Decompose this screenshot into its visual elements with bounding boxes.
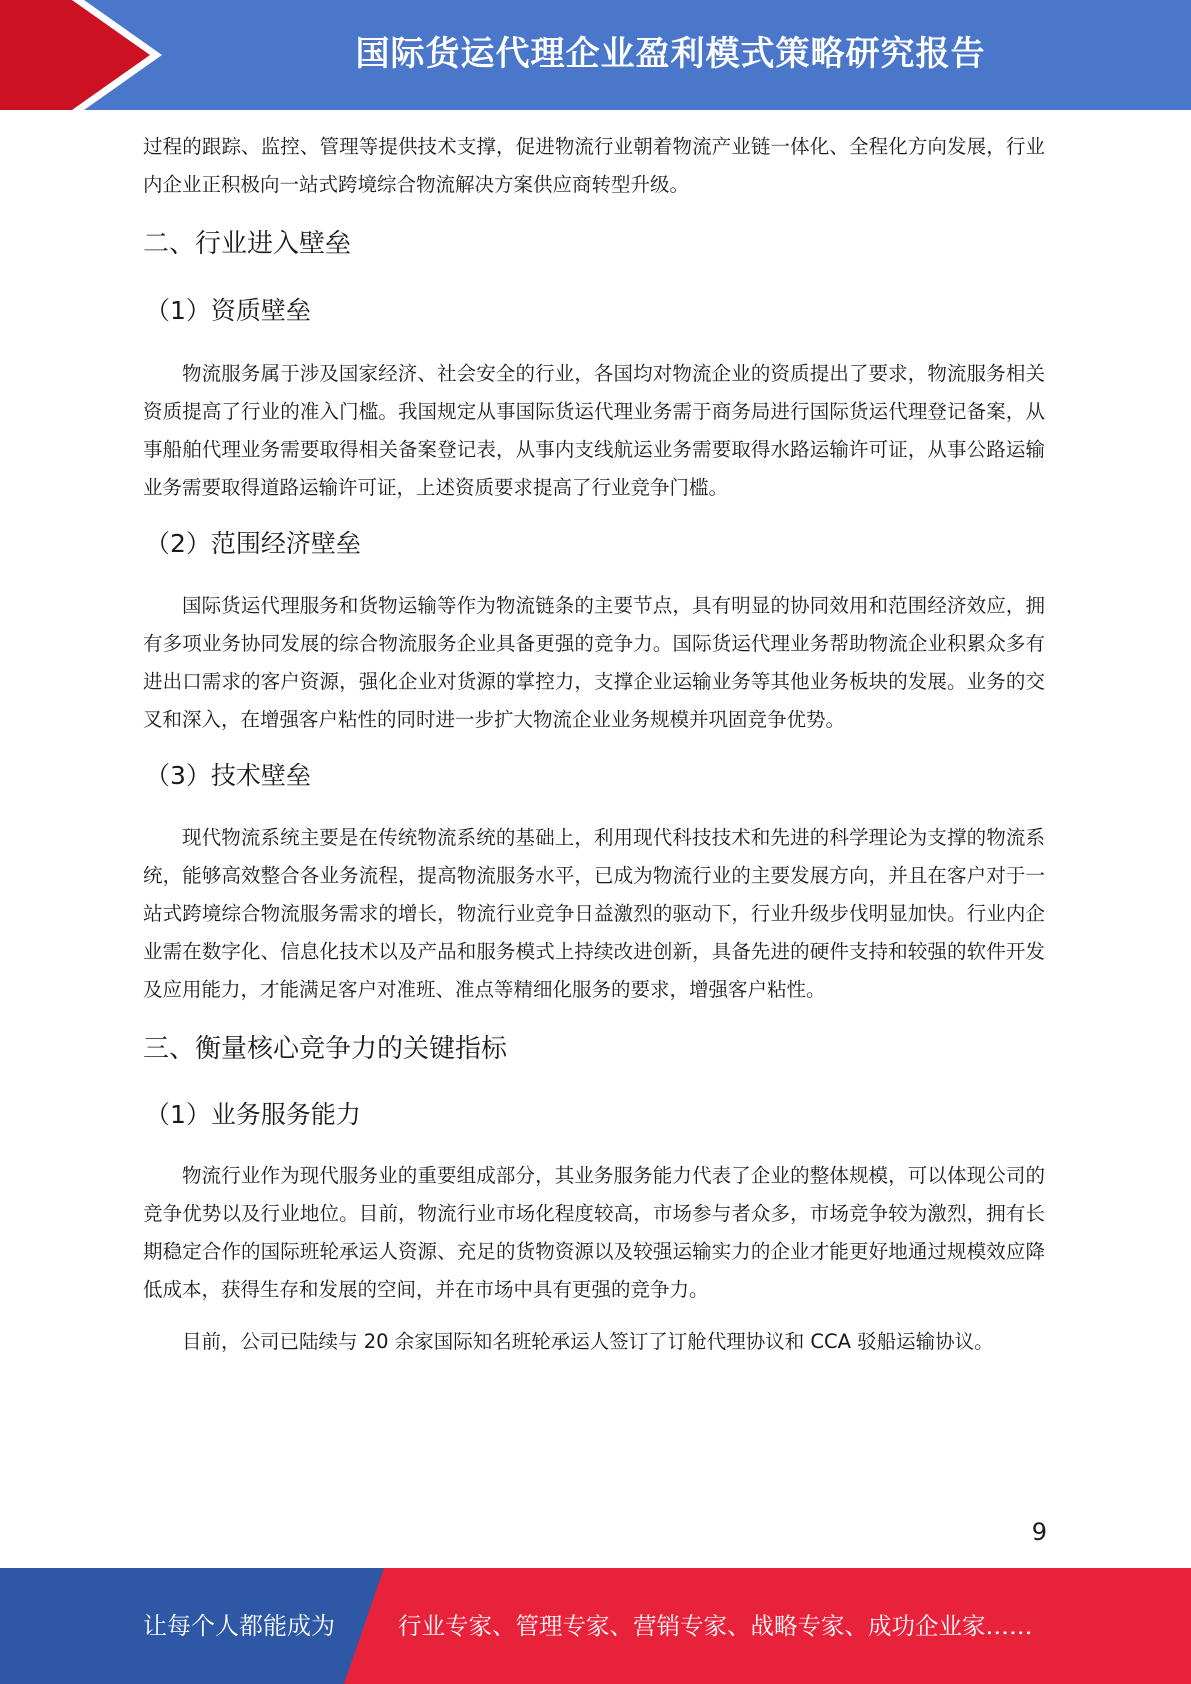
page-number: 9 — [1031, 1518, 1047, 1546]
subsection-heading-technology-barrier: （3）技术壁垒 — [145, 761, 311, 790]
paragraph-qualification-barrier: 物流服务属于涉及国家经济、社会安全的行业，各国均对物流企业的资质提出了要求，物流服务相关资质提高了行业的准入门槛。我国规定从事国际货运代理业务需于商务局进行国际货运代理登记备案，从事船舶代理业务需要取得相关备案登记表，从事内支线航运业务需要取得水路运输许可证，从事公路运输业务需要取得道路运输许可证，上述资质要求提高了行业竞争门槛。 — [143, 362, 1045, 499]
section-heading-entry-barriers: 二、行业进入壁垒 — [143, 229, 352, 259]
paragraph-scope-economy-barrier: 国际货运代理服务和货物运输等作为物流链条的主要节点，具有明显的协同效用和范围经济效应，拥有多项业务协同发展的综合物流服务企业具备更强的竞争力。国际货运代理业务帮助物流企业积累众多有进出口需求的客户资源，强化企业对货源的掌控力，支撑企业运输业务等其他业务板块的发展。业务的交叉和深入，在增强客户粘性的同时进一步扩大物流企业业务规模并巩固竞争优势。 — [143, 594, 1045, 731]
header-red-chevron — [0, 0, 150, 110]
subsection-heading-scope-economy-barrier: （2）范围经济壁垒 — [145, 529, 361, 558]
subsection-heading-qualification-barrier: （1）资质壁垒 — [145, 296, 311, 325]
page-content — [143, 128, 1045, 1361]
section-heading-key-metrics: 三、衡量核心竞争力的关键指标 — [143, 1034, 508, 1064]
page-header — [0, 0, 1191, 110]
paragraph-technology-barrier: 现代物流系统主要是在传统物流系统的基础上，利用现代科技技术和先进的科学理论为支撑的物流系统，能够高效整合各业务流程，提高物流服务水平，已成为物流行业的主要发展方向，并且在客户对于一站式跨境综合物流服务需求的增长，物流行业竞争日益激烈的驱动下，行业升级步伐明显加快。行业内企业需在数字化、信息化技术以及产品和服务模式上持续改进创新，具备先进的硬件支持和较强的软件开发及应用能力，才能满足客户对准班、准点等精细化服务的要求，增强客户粘性。 — [143, 826, 1045, 1001]
subsection-heading-service-capability: （1）业务服务能力 — [145, 1100, 361, 1129]
footer-slogan-left: 让每个人都能成为 — [143, 1612, 335, 1640]
continuation-paragraph: 过程的跟踪、监控、管理等提供技术支撑，促进物流行业朝着物流产业链一体化、全程化方向发展，行业内企业正积极向一站式跨境综合物流解决方案供应商转型升级。 — [143, 135, 1045, 196]
report-title: 国际货运代理企业盈利模式策略研究报告 — [355, 34, 986, 74]
footer-slogan-right: 行业专家、管理专家、营销专家、战略专家、成功企业家…… — [398, 1612, 1033, 1640]
paragraph-carrier-agreements: 目前，公司已陆续与 20 余家国际知名班轮承运人签订了订舱代理协议和 CCA 驳船运输协议。 — [182, 1330, 994, 1353]
page-footer — [0, 1568, 1191, 1684]
paragraph-service-capability: 物流行业作为现代服务业的重要组成部分，其业务服务能力代表了企业的整体规模，可以体现公司的竞争优势以及行业地位。目前，物流行业市场化程度较高，市场参与者众多，市场竞争较为激烈，拥有长期稳定合作的国际班轮承运人资源、充足的货物资源以及较强运输实力的企业才能更好地通过规模效应降低成本，获得生存和发展的空间，并在市场中具有更强的竞争力。 — [143, 1164, 1045, 1301]
